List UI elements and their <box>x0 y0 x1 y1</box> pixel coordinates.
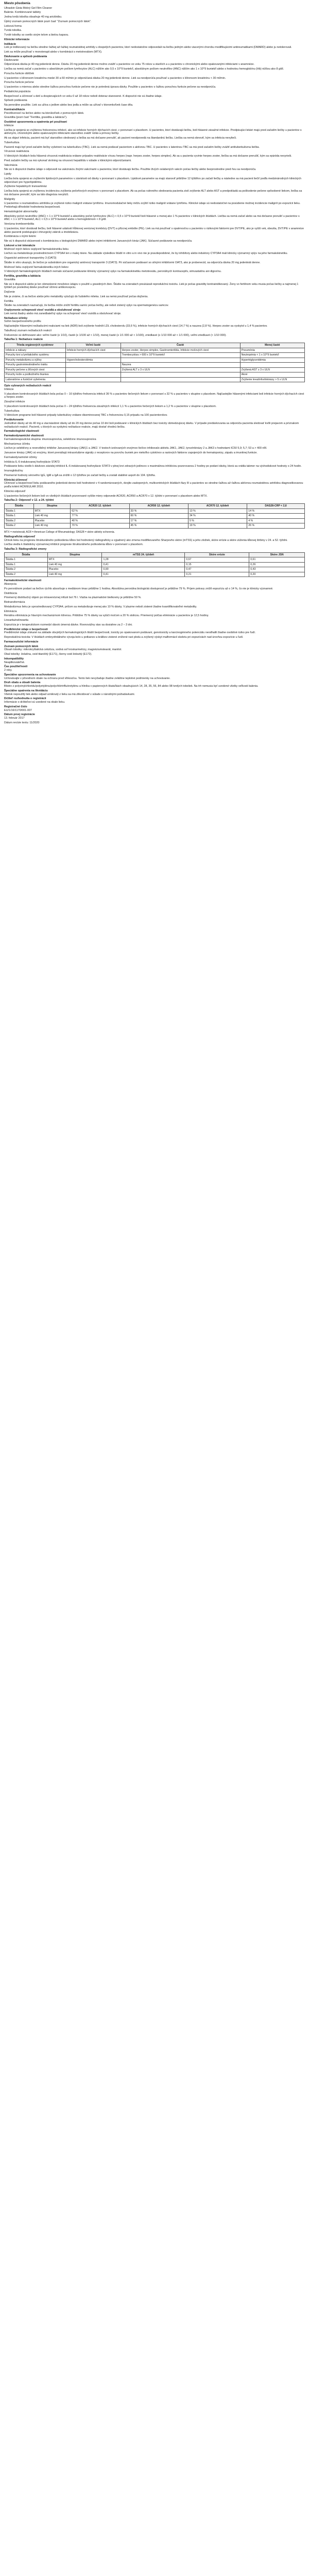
section-heading: Kontraindikácie <box>4 108 25 111</box>
table-caption: Tabuľka 2: Odpoveď v 12. a 24. týždni <box>4 499 54 502</box>
section-heading: Klinická účinnosť <box>4 478 28 482</box>
section-heading-clinical: Klinické informácie <box>4 38 30 41</box>
table-cell: 19 % <box>188 523 247 529</box>
section-paragraph: Absorpcia <box>4 583 16 586</box>
table-cell: MTX <box>33 509 71 514</box>
table-cell: 0,26 <box>249 562 305 567</box>
section-heading: Indikácie <box>4 42 16 46</box>
table-cell <box>65 377 121 382</box>
section-paragraph: Hematologické abnormality <box>4 210 38 213</box>
table-header-cell: Skóre erózie <box>185 552 249 557</box>
text-line: Lieková forma <box>4 24 22 28</box>
section-paragraph: Priemerný distribučný objem po intravenóznej infúzii bol 76 l. Väzba na plazmatické bielkoviny je približne 50 %. <box>4 596 142 600</box>
table-row <box>5 562 305 567</box>
section-heading: Farmakokinetické vlastnosti <box>4 579 42 583</box>
table-header-cell: Skóre JSN <box>249 552 305 557</box>
section-paragraph: Súhrn bezpečnostného profilu <box>4 320 41 324</box>
section-heading: Osobitné upozornenia a opatrenia pri používaní <box>4 121 67 124</box>
table-cell: Poruchy metabolizmu a výživy <box>5 358 66 363</box>
table-cell: Zvýšenie kreatínfosfokinázy > 5 x ULN <box>240 377 304 382</box>
section-paragraph: Farmakoterapeutická skupina: imunosupresíva, selektívne imunosupresíva <box>4 437 96 441</box>
section-paragraph: Tuberkulóza <box>4 141 20 144</box>
section-paragraph: Dávkovanie <box>4 58 19 62</box>
section-paragraph: V klinických štúdiách bola hlásená vírusová reaktivácia vrátane prípadov reaktivácie vírusu herpes (napr. herpes zoster, herpes simplex). Ak sa u pacienta vyvinie herpes zoster, liečba sa má dočasne prerušiť, kým sa epizóda nevyrieši. <box>4 155 292 158</box>
text-line: Balenie. Kombinované tablety <box>4 11 41 14</box>
section-heading: Druh obalu a obsah balenia <box>4 681 41 685</box>
table-cell <box>65 363 121 368</box>
section-paragraph: Liečba bola spojená so zvýšenou incidenciou zvýšenia pečeňových enzýmov v porovnaní s placebom. Ak sa počas rutinného sledovania pacienta zistí zvýšenie ALT alebo AST a predpokladá sa poškodenie pečene spôsobené liekom, liečba sa má dočasne prerušiť, kým sa táto diagnóza nevylúči. <box>4 190 302 196</box>
radiographic-table-block <box>4 548 305 577</box>
table-cell: 60 % <box>129 514 188 519</box>
table-header-cell: Skupina <box>47 552 102 557</box>
table-cell: 0,20 <box>249 572 305 577</box>
table-header-cell: mTSS 24. týždeň <box>102 552 185 557</box>
section-heading-pharmacology: Farmakologické vlastnosti <box>4 430 39 433</box>
section-paragraph: Vírusová reaktivácia <box>4 150 29 154</box>
section-paragraph: Porucha funkcie pečene <box>4 81 34 84</box>
section-heading: Opis vybraných nežiaducich reakcií <box>4 384 52 387</box>
table-cell: Poruchy kože a podkožného tkaniva <box>5 372 66 378</box>
table-cell: 34 % <box>188 514 247 519</box>
section-paragraph: Liek je indikovaný na liečbu stredne ťažkej až ťažkej reumatoidnej artritídy u dospelých pacientov, ktorí nedostatočne odpovedali na liečbu jedným alebo viacerými chorobu modifikujúcimi antireumatikami (DMARD) alebo ju netolerovali. <box>4 46 292 49</box>
section-paragraph: Liek nemá žiadny alebo má zanedbateľný vplyv na schopnosť viesť vozidlá a obsluhovať stroje. <box>4 312 122 315</box>
section-paragraph: Obsah tobolky: mikrokryštalická celulóza, sodná soľ kroskarmelózy, magnéziumstearát, manitol. <box>4 648 122 652</box>
clinical-sections <box>4 43 305 337</box>
section-paragraph: Klinická odpoveď <box>4 489 26 493</box>
table-header-cell: Časté <box>121 343 240 348</box>
section-paragraph: Vakcinácia <box>4 163 18 167</box>
table-header-cell: ACR70 12. týždeň <box>188 504 247 509</box>
table-cell: 0,61 <box>249 557 305 563</box>
section-paragraph: Absolútny počet neutrofilov (ANC) < 1 x 10^9 buniek/l a absolútny počet lymfocytov (ALC) < 0,5 x 10^9 buniek/l boli hlásené u menej ako 1 % pacientov v klinických štúdiách. Liečba sa nemá začať alebo sa má dočasne prerušiť u pacientov s ANC < 1 x 10^9 buniek/l, ALC < 0,5 x 10^9 buniek/l alebo s hemoglobínom < 8 g/dl. <box>4 214 300 222</box>
section-paragraph: Informácie o držiteľovi sú uvedené na obale lieku. <box>4 701 65 704</box>
section-paragraph: Renálna eliminácia je hlavným mechanizmom klírensu. Približne 75 % dávky sa vylúči močom a 20 % stolicou. Priemerný polčas eliminácie u pacientov je 12,5 hodiny. <box>4 614 209 618</box>
table-cell <box>240 363 304 368</box>
section-paragraph: Fertilita <box>4 299 13 303</box>
section-paragraph: Venózna tromboembólia <box>4 223 35 226</box>
section-paragraph: Farmakodynamické účinky <box>4 455 37 459</box>
table-row <box>5 567 305 572</box>
table-cell: 0,41 <box>102 572 185 577</box>
section-paragraph: V klinických farmakologických štúdiách nemalo súčasné podávanie klinicky významný vplyv na farmakokinetiku metotrexátu, perorálnych kontraceptív, simvastatínu ani digoxínu. <box>4 270 222 274</box>
table-cell: Liek 40 mg <box>33 514 71 519</box>
table-cell: 1,28 <box>102 557 185 563</box>
table-cell: Štúdia 1 <box>5 557 48 563</box>
table-cell: 26 % <box>247 523 305 529</box>
section-paragraph: Zvýšenie hepatálnych transamináz <box>4 185 47 189</box>
section-heading: Nežiaduce účinky <box>4 316 28 320</box>
section-paragraph: V klinickom programe boli hlásené prípady tuberkulózy vrátane diseminovanej TBC s frekvenciou 0,15 prípadu na 100 pacientorokov. <box>4 414 168 417</box>
section-paragraph: Najčastejšie hlásenými nežiaducimi reakciami na liek (ADR) boli zvýšenie hodnôt LDL cholesterolu (33,6 %), infekcie horných dýchacích ciest (14,7 %) a nauzea (2,8 %). Herpes zoster sa vyskytol u 1,4 % pacientov. <box>4 325 268 328</box>
section-paragraph: Gravidita (pozri časť "Fertilita, gravidita a laktácia"). <box>4 116 67 120</box>
section-paragraph: Možnosť iných liekov ovplyvniť farmakokinetiku lieku <box>4 247 69 251</box>
table-cell: 77 % <box>71 514 129 519</box>
section-paragraph: 13. február 2017 <box>4 717 25 720</box>
table-row <box>5 363 305 368</box>
table-cell: Poruchy pečene a žlčových ciest <box>5 367 66 372</box>
section-paragraph: Obal tobolky: želatína, oxid titaničitý (E171), čierny oxid železitý (E172). <box>4 653 92 656</box>
section-heading: Inkompatibility <box>4 657 24 660</box>
document-page <box>0 0 309 730</box>
table-row <box>5 523 305 529</box>
section-paragraph: Gravidita <box>4 278 15 281</box>
table-cell: Infekcie a nákazy <box>5 348 66 353</box>
section-paragraph: Pediatrická populácia <box>4 90 31 93</box>
table-cell: Poruchy krvi a lymfatického systému <box>5 353 66 358</box>
table-cell <box>65 372 121 378</box>
section-paragraph: Predklinické údaje získané na základe obvyklých farmakologických štúdií bezpečnosti, toxicity po opakovanom podávaní, genotoxicity a karcinogénneho potenciálu neodhalili žiadne osobitné riziko pre ľudí. <box>4 631 256 635</box>
section-paragraph: Účinok lieku na progresiu štrukturálneho poškodenia kĺbov bol hodnotený rádiograficky a vyjadrený ako zmena modifikovaného Sharpovho skóre (mTSS) a jeho zložiek, skóre erózie a skóre zúženia kĺbovej štrbiny v 24. a 52. týždni. <box>4 538 288 542</box>
table-cell: Liek 40 mg <box>47 562 102 567</box>
table-header-cell: Štúdia <box>5 504 34 509</box>
section-paragraph: Liečivo sa metabolizuje prostredníctvom CYP3A4 len v malej miere. Na základe výsledkov štúdií in vitro a in vivo nie je pravdepodobné, že by inhibítory alebo induktory CYP3A4 mali klinicky významný vplyv na jeho farmakokinetiku. <box>4 252 288 256</box>
section-paragraph: Nie sú k dispozícii žiadne údaje o odpovedi na vakcináciu živými vakcínami u pacientov, ktorí dostávajú liečbu. Použitie živých oslabených vakcín počas liečby alebo bezprostredne pred ňou sa neodporúča. <box>4 168 256 172</box>
section-heading: Dávkovanie a spôsob podávania <box>4 55 47 58</box>
section-heading: Predklinické údaje o bezpečnosti <box>4 628 48 631</box>
section-paragraph: 2 roky. <box>4 669 12 672</box>
table-cell: Pneumónia <box>240 348 304 353</box>
table-row <box>5 557 305 563</box>
section-heading: Rádiografická odpoveď <box>4 535 36 538</box>
section-heading: Liekové a iné interakcie <box>4 244 36 247</box>
table-cell: Štúdia 2 <box>5 518 34 523</box>
section-paragraph: Štúdie na zvieratách naznačujú, že liečba môže znížiť fertilitu samíc počas liečby, ale nebol zistený vplyv na spermatogenézu samcov. <box>4 304 169 308</box>
text-line: Tvrdé tobolky so svetlo sivým telom a bielou kapsou. <box>4 33 69 37</box>
section-paragraph: U pacientov s klírensom kreatinínu medzi 30 a 60 ml/min je odporúčaná dávka 20 mg jedenkrát denne. Liek sa neodporúča používať u pacientov s klírensom kreatinínu < 30 ml/min. <box>4 76 226 80</box>
table-row <box>5 514 305 519</box>
section-paragraph: Liečba sa nemá začať u pacientov s absolútnym počtom lymfocytov (ALC) nižším ako 0,5 x 10^9 buniek/l, absolútnym počtom neutrofilov (ANC) nižším ako 1 x 10^9 buniek/l alebo s hodnotou hemoglobínu (Hb) nižšou ako 8 g/dl. <box>4 67 284 71</box>
section-paragraph: Expozícia je v terapeutickom rozmedzí dávok úmerná dávke. Rovnovážny stav sa dosiahne za 2 – 3 dni. <box>4 623 133 626</box>
table-cell: Akné <box>240 372 304 378</box>
section-heading: Ovplyvnenie schopnosti viesť vozidlá a obsluhovať stroje <box>4 309 81 312</box>
table-header-row <box>5 343 305 348</box>
section-paragraph: Janusove kinázy (JAK) sú enzýmy, ktoré prenášajú intracelulárne signály z receptorov na povrchu buniek pre niekoľko cytokínov a rastových faktorov zapojených do hematopoézy, zápalu a imunitnej funkcie. <box>4 451 258 454</box>
section-paragraph: Eliminácia <box>4 609 17 613</box>
section-paragraph: V placebom kontrolovaných štúdiách bola počas 0 – 24 týždňov frekvencia závažných infekcií 1,1 % u pacientov liečených liekom a 1,2 % u pacientov v skupine s placebom. <box>4 404 217 408</box>
text-line: Tvrdá tobolka. <box>4 29 22 32</box>
table-cell: Liek 40 mg <box>33 523 71 529</box>
pharmaceutical-sections <box>4 645 305 720</box>
table-cell: 0,43 <box>249 567 305 572</box>
section-paragraph: Uchovávajte v pôvodnom obale na ochranu pred vlhkosťou. Tento liek nevyžaduje žiadne zvláštne teplotné podmienky na uchovávanie. <box>4 676 170 680</box>
section-paragraph: Jednotlivé dávky až do 40 mg a viacnásobné dávky až do 20 mg denne počas 10 dní boli podávané v klinických štúdiách bez toxicity obmedzujúcej dávku. V prípade predávkovania sa odporúča pacienta sledovať kvôli prejavom a príznakom nežiaducich reakcií. Pacienti, u ktorých sa vyskytnú nežiaduce reakcie, majú dostať vhodnú liečbu. <box>4 421 299 429</box>
table-cell: 13 % <box>188 509 247 514</box>
table-row <box>5 377 305 382</box>
table-header-row <box>5 552 305 557</box>
table-header-cell: ACR50 12. týždeň <box>129 504 188 509</box>
table-cell: Hypertriglyceridémia <box>240 358 304 363</box>
section-paragraph: Lipidy <box>4 173 12 176</box>
table-cell: 40 % <box>247 514 305 519</box>
section-paragraph: Distribúcia <box>4 591 18 595</box>
section-paragraph: Frekvencie sú definované ako: veľmi časté (≥ 1/10), časté (≥ 1/100 až < 1/10), menej časté (≥ 1/1 000 až < 1/100), zriedkavé (≥ 1/10 000 až < 1/1 000), veľmi zriedkavé (< 1/10 000). <box>4 333 227 337</box>
table-cell: Hypercholesterolémia <box>65 358 121 363</box>
table-cell: 45 % <box>129 523 188 529</box>
table-cell: Štúdia 2 <box>5 567 48 572</box>
section-paragraph: Štúdie in vitro ukazujú, že liečivo je substrátom pre organický aniónový transportér 3 (OAT3). Pri súčasnom podávaní so silnými inhibítormi OAT3, ako je probenecid, sa odporúča dávka 20 mg jedenkrát denne. <box>4 261 261 264</box>
table-caption: Tabuľka 3: Rádiografické zmeny <box>4 548 47 551</box>
table-cell <box>121 372 240 378</box>
section-paragraph: Liečivo je selektívny a reverzibilný inhibítor Janusovej kinázy (JAK)1 a JAK2. V testoch izolovaných enzýmov liečivo inhibovalo aktivitu JAK1, JAK2, tyrozínkinázy 2 a JAK3 s hodnotami IC50 5,9; 5,7; 53 a > 400 nM. <box>4 447 267 450</box>
table-cell: 0,47 <box>185 567 249 572</box>
table-cell: Placebo <box>47 567 102 572</box>
table-cell: Štúdia 1 <box>5 562 48 567</box>
table-cell: Laboratórne a funkčné vyšetrenia <box>5 377 66 382</box>
section-heading: Dátum prvej registrácie <box>4 713 35 717</box>
table-caption: Tabuľka 1: Nežiaduce reakcie <box>4 338 43 342</box>
revision-date: Dátum revízie textu: 11/2020 <box>4 721 40 724</box>
section-heading: Predávkovanie <box>4 418 24 421</box>
section-paragraph: Spôsob podávania <box>4 99 27 103</box>
section-paragraph: U pacientov liečených liekom boli vo všetkých štúdiách pozorované vyššie miery odpovede ACR20, ACR50 a ACR70 v 12. týždni v porovnaní s placebom alebo MTX. <box>4 494 208 498</box>
table-cell: Štúdia 1 <box>5 514 34 519</box>
text-line: Jedna tvrdá tobolka obsahuje 40 mg aricitinibu. <box>4 15 62 19</box>
section-paragraph: Po perorálnom podaní sa liečivo rýchlo absorbuje s mediánom tmax približne 1 hodina. Absolútna perorálna biologická dostupnosť je približne 79 %. Príjem potravy znížil expozíciu až o 14 %, čo nie je klinicky významné. <box>4 587 273 590</box>
table-row <box>5 509 305 514</box>
table-cell: Infekcie horných dýchacích ciest <box>65 348 121 353</box>
section-paragraph: Biotransformácia <box>4 601 25 604</box>
section-paragraph: Porucha funkcie obličiek <box>4 72 35 75</box>
section-paragraph: Neaplikovateľné. <box>4 660 25 664</box>
table-cell: 4 % <box>247 518 305 523</box>
table-row <box>5 372 305 378</box>
table-row <box>5 353 305 358</box>
section-paragraph: Linearita/nelinearita <box>4 619 29 622</box>
section-paragraph: Imunoglobulíny <box>4 469 23 472</box>
section-paragraph: Organické aniónové transportéry 3 (OAT3) <box>4 257 57 260</box>
section-paragraph: Tabuľkový zoznam nežiaducich reakcií <box>4 329 52 332</box>
table-header-cell: DAS28-CRP < 2,6 <box>247 504 305 509</box>
text-line: Ultraskin Gioia Mokrý Gel Film Cleaner <box>4 6 53 10</box>
table-cell <box>121 358 240 363</box>
table-cell: 14 % <box>247 509 305 514</box>
table-cell <box>65 353 121 358</box>
section-paragraph: Infekcie <box>4 387 14 391</box>
table-row <box>5 518 305 523</box>
table-header-cell: Štúdia <box>5 552 48 557</box>
table-cell: Zvýšená ALT ≥ 3 x ULN <box>121 367 240 372</box>
adverse-reaction-details <box>4 384 305 429</box>
adverse-reactions-table-block <box>4 338 305 382</box>
section-paragraph: Všetok nepoužitý liek alebo odpad vzniknutý z lieku sa má zlikvidovať v súlade s národnými požiadavkami. <box>4 692 135 696</box>
section-paragraph: U pacientov, ktorí dostávali liečbu, boli hlásené udalosti hĺbkovej venóznej trombózy (DVT) a pľúcnej embólie (PE). Liek sa má používať s opatrnosťou u pacientov s rizikovými faktormi pre DVT/PE, ako je vyšší vek, obezita, DVT/PE v anamnéze alebo pacienti podstupujúci chirurgický zákrok a imobilizáciu. <box>4 227 304 234</box>
section-paragraph: Nie sú k dispozícii alebo je len obmedzené množstvo údajov o použití u gravidných žien. Štúdie na zvieratách preukázali reprodukčnú toxicitu. Liek je počas gravidity kontraindikovaný. Ženy vo fertilnom veku musia počas liečby a najmenej 1 týždeň po poslednej dávke používať účinnú antikoncepciu. <box>4 282 299 290</box>
table-row <box>5 348 305 353</box>
section-paragraph: Podávanie lieku viedlo k dávkovo závislej inhibícii IL-6-indukovanej fosforylácie STAT3 v plnej krvi zdravých jedincov s maximálnou inhibíciou pozorovanou 2 hodiny po podaní dávky, ktorá sa vrátila takmer na východiskové hodnoty o 24 hodín. <box>4 465 302 468</box>
section-paragraph: Malignity <box>4 197 15 201</box>
section-paragraph: Liečba bola spojená so zvýšením lipidových parametrov v závislosti od dávky v porovnaní s placebom. Lipidové parametre sa majú stanoviť približne 12 týždňov po začatí liečby a následne sa má pacient liečiť podľa medzinárodných klinických odporúčaní pre hyperlipidémiu. <box>4 177 302 184</box>
table-cell: 70 % <box>71 523 129 529</box>
table-cell: Trombocytóza > 600 x 10^9 buniek/l <box>121 353 240 358</box>
section-paragraph: Priemerné hodnoty sérového IgG, IgM a IgA sa znížili o 12 týždňov po začatí liečby a zostali stabilné aspoň do 104. týždňa. <box>4 473 156 477</box>
section-paragraph: Možnosť lieku ovplyvniť farmakokinetiku iných liekov <box>4 265 69 269</box>
section-paragraph: Odporúčaná dávka je 40 mg jedenkrát denne. Dávku 20 mg jedenkrát denne možno zvážiť u pacientov vo veku 75 rokov a starších a u pacientov s chronickými alebo opakovanými infekciami v anamnéze. <box>4 63 254 66</box>
response-table-note: MTX = metotrexát; ACR = American College of Rheumatology; DAS28 = skóre aktivity ochorenia. <box>4 530 115 534</box>
section-heading: Držiteľ rozhodnutia o registrácii <box>4 697 46 701</box>
section-paragraph: Pred začatím liečby sa má vykonať skríning na vírusovú hepatitídu v súlade s klinickými odporúčaniami. <box>4 159 132 162</box>
table-cell: 0,21 <box>185 572 249 577</box>
table-header-cell: ACR20 12. týždeň <box>71 504 129 509</box>
table-cell <box>121 377 240 382</box>
section-heading: Registračné číslo <box>4 705 27 708</box>
table-cell: Neutropénia < 1 x 10^9 buniek/l <box>240 353 304 358</box>
section-paragraph: Dojčenie <box>4 291 15 294</box>
table-cell: Liek 40 mg <box>47 572 102 577</box>
table-cell: Poruchy gastrointestinálneho traktu <box>5 363 66 368</box>
table-cell <box>65 367 121 372</box>
section-paragraph: Nie je známe, či sa liečivo alebo jeho metabolity vylučujú do ľudského mlieka. Liek sa nemá používať počas dojčenia. <box>4 295 148 298</box>
section-paragraph: Precitlivenosť na liečivo alebo na ktorúkoľvek z pomocných látok. <box>4 111 84 115</box>
table-cell: Zvýšená AST ≥ 3 x ULN <box>240 367 304 372</box>
table-header-cell: Skupina <box>33 504 71 509</box>
table-cell: 0,15 <box>185 562 249 567</box>
table-cell: 62 % <box>71 509 129 514</box>
table-cell: Štúdia 2 <box>5 572 48 577</box>
intro-block <box>4 15 305 37</box>
section-paragraph: Reprodukčná toxicita: V štúdiách embryofetálneho vývoja bolo u potkanov a králikov zistené znížené rast plodu a zvýšený výskyt malformácií skeletu pri expozíciách nad úrovňou expozície u ľudí. <box>4 636 244 639</box>
section-heading: Fertilita, gravidita a laktácia <box>4 275 41 278</box>
section-paragraph: Závažné infekcie <box>4 400 25 403</box>
section-paragraph: Účinnosť a bezpečnosť lieku podávaného jedenkrát denne boli hodnotené v 4 randomizovaných, dvojito zaslepených, multicentrických štúdiách fázy III u pacientov so stredne ťažkou až ťažkou aktívnou reumatoidnou artritídou diagnostikovanou podľa kritérií ACR/EULAR 2010. <box>4 482 303 488</box>
pharmacology-sections <box>4 434 305 498</box>
text-line: Úplný zoznam pomocných látok pozri časť "Zoznam pomocných látok". <box>4 20 92 23</box>
subtitle-block <box>4 7 305 15</box>
section-paragraph: Pacienti majú byť pred začatím liečby vyšetrení na tuberkulózu (TBC). Liek sa nemá podávať pacientom s aktívnou TBC. U pacientov s latentnou TBC sa má pred začatím liečby zvážiť antituberkulózna liečba. <box>4 145 260 149</box>
section-paragraph: Metabolizmus lieku je sprostredkovaný CYP3A4, pričom sa metabolizuje menej ako 10 % dávky. V plazme neboli zistené žiadne kvantifikovateľné metabolity. <box>4 605 197 608</box>
section-paragraph: Liečba viedla k štatisticky významnej inhibícii progresie štrukturálneho poškodenia kĺbov v porovnaní s placebom. <box>4 543 144 547</box>
table-cell: Štúdia 2 <box>5 523 34 529</box>
data-table <box>4 552 305 578</box>
table-cell: Štúdia 1 <box>5 509 34 514</box>
table-cell: 0,90 <box>102 567 185 572</box>
section-paragraph: Blistre z polyvinylchloridu/polyetylénu/polychlórtrifluóretylénu a hliníka v papierových škatuľkách obsahujúcich 14, 28, 35, 56, 84 alebo 98 tvrdých toboliek. Na trh nemusia byť uvedené všetky veľkosti balenia. <box>4 685 259 688</box>
section-paragraph: Ak sa objaví infekcia, pacient má byť starostlivo sledovaný a liečba sa má dočasne prerušiť, ak pacient neodpovedá na štandardnú liečbu. Liečba sa nemá obnoviť, kým sa infekcia nevylieči. <box>4 137 237 140</box>
table-header-cell: Trieda orgánových systémov <box>5 343 66 348</box>
section-paragraph: V placebom kontrolovaných štúdiách bola počas 0 – 16 týždňov frekvencia infekcií 36 % u pacientov liečených liekom v porovnaní s 32 % u pacientov v skupine s placebom. Najčastejšie hlásenými infekciami boli infekcie horných dýchacích ciest a herpes zoster. <box>4 392 304 399</box>
table-row <box>5 358 305 363</box>
document-title: Miesto pôsobenia <box>4 2 30 5</box>
section-heading: Špeciálne opatrenia na likvidáciu <box>4 689 48 692</box>
section-paragraph: EU/1/16/1170/001-007 <box>4 708 32 712</box>
table-cell: Herpes zoster, Herpes simplex, Gastroenteritída, Infekcie močových ciest <box>121 348 240 353</box>
section-paragraph: Inhibícia IL-6-indukovanej fosforylácie STAT3 <box>4 460 60 464</box>
section-paragraph: Kombinácia s inými liekmi <box>4 235 36 239</box>
radiographic-sections <box>4 535 305 547</box>
section-paragraph: Tuberkulóza <box>4 409 20 413</box>
section-paragraph: Liečba je spojená so zvýšenou frekvenciou infekcií, ako sú infekcie horných dýchacích ciest, v porovnaní s placebom. U pacientov, ktorí dostávajú liečbu, boli hlásené závažné infekcie. Predpisujúci lekári majú pred začatím liečby u pacientov s aktívnymi, chronickými alebo opakovanými infekciami starostlivo zvážiť riziká a prínosy liečby. <box>4 128 302 135</box>
data-table <box>4 343 305 382</box>
section-paragraph: U pacientov s miernou alebo stredne ťažkou poruchou funkcie pečene nie je potrebná úprava dávky. Použitie u pacientov s ťažkou poruchou funkcie pečene sa neodporúča. <box>4 86 216 89</box>
table-cell: Placebo <box>33 518 71 523</box>
data-table <box>4 503 305 529</box>
section-heading: Zoznam pomocných látok <box>4 645 39 648</box>
section-paragraph: Na perorálne použitie. Liek sa užíva s jedlom alebo bez jedla a môže sa užívať v ktoromkoľvek čase dňa. <box>4 104 133 107</box>
section-paragraph: Mechanizmus účinku <box>4 442 30 446</box>
table-row <box>5 367 305 372</box>
table-cell: 40 % <box>71 518 129 523</box>
table-cell: 0,67 <box>185 557 249 563</box>
response-table-block <box>4 499 305 528</box>
table-row <box>5 572 305 577</box>
table-cell: 0,41 <box>102 562 185 567</box>
section-heading: Farmakodynamické vlastnosti <box>4 434 44 437</box>
section-heading: Čas použiteľnosti <box>4 665 28 669</box>
section-paragraph: Infekcie <box>4 124 14 127</box>
table-header-cell: Menej časté <box>240 343 304 348</box>
table-cell: 33 % <box>129 509 188 514</box>
section-heading-pharmaceutical: Farmaceutické informácie <box>4 640 39 643</box>
table-header-row <box>5 504 305 509</box>
table-cell: 5 % <box>188 518 247 523</box>
section-paragraph: Liek sa môže používať v monoterapii alebo v kombinácii s metotrexátom (MTX). <box>4 50 102 54</box>
section-heading: Špeciálne upozornenia na uchovávanie <box>4 673 56 676</box>
table-cell: MTX <box>47 557 102 563</box>
section-paragraph: Bezpečnosť a účinnosť u detí a dospievajúcich vo veku 0 až 18 rokov neboli doteraz stanovené. K dispozícii nie sú žiadne údaje. <box>4 94 163 98</box>
table-header-cell: Veľmi časté <box>65 343 121 348</box>
table-cell: Nauzea <box>121 363 240 368</box>
pk-sections <box>4 579 305 639</box>
table-cell: 17 % <box>129 518 188 523</box>
section-paragraph: Nie sú k dispozícii skúsenosti s kombináciou s biologickými DMARD alebo inými inhibítormi Janusových kináz (JAK). Súčasné podávanie sa neodporúča. <box>4 240 193 243</box>
section-paragraph: U pacientov s reumatoidnou artritídou je zvýšené riziko malignít vrátane lymfómu. Imunomodulačné lieky môžu zvýšiť riziko malignít vrátane lymfómu. Klinické údaje sú nedostatočné na posúdenie možnej incidencie malignít po expozícii lieku. Prebiehajú dlhodobé hodnotenia bezpečnosti. <box>4 202 301 209</box>
